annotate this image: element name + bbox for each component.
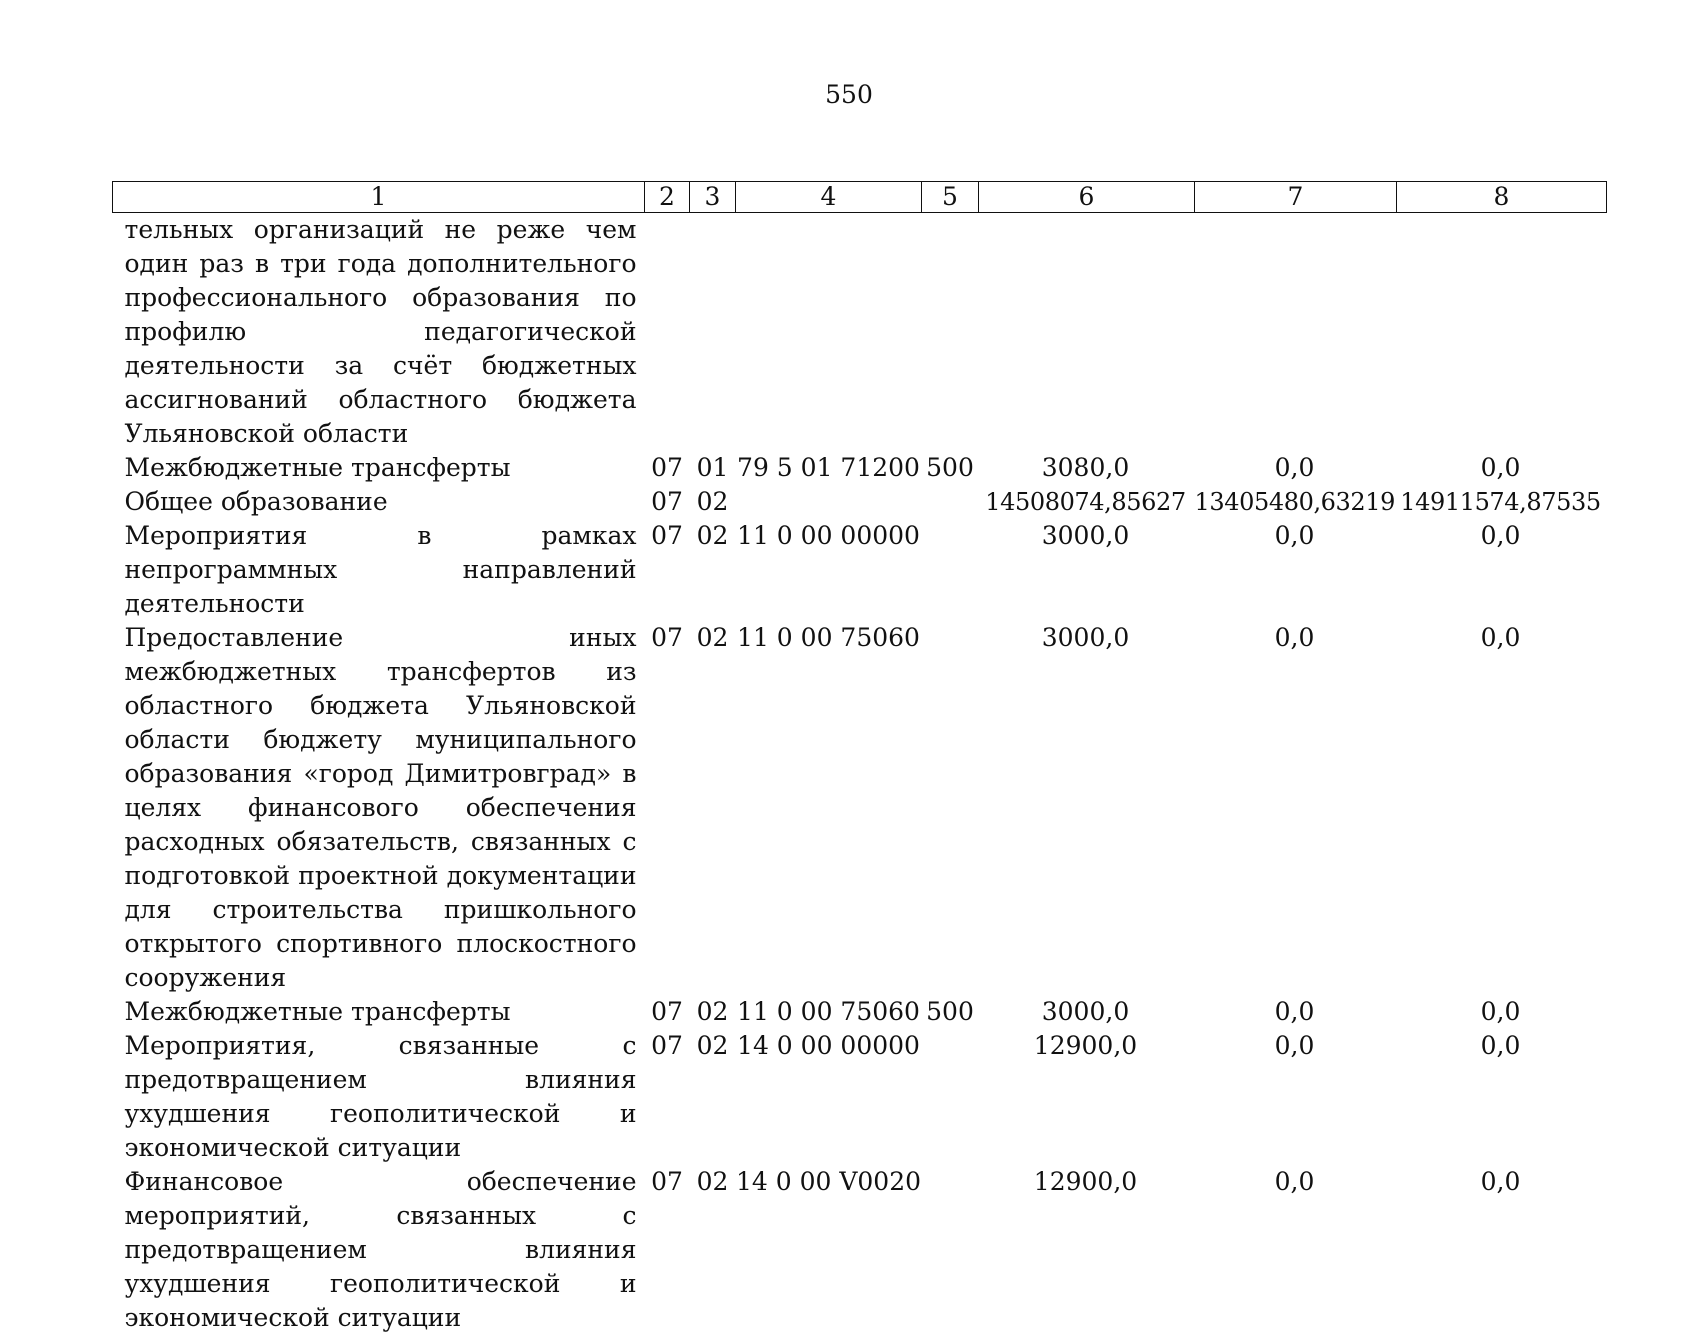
header-col-4: 4 (736, 182, 922, 213)
row-target-article: 79 5 01 71200 (736, 451, 922, 485)
row-amount-year-2 (1195, 213, 1397, 452)
table-row (113, 995, 1607, 1029)
row-target-article (736, 485, 922, 519)
row-expense-type (922, 213, 979, 452)
header-col-2: 2 (645, 182, 690, 213)
row-name: Межбюджетные трансферты (113, 451, 645, 485)
row-subsection: 02 (690, 485, 736, 519)
row-section: 07 (645, 995, 690, 1029)
row-amount-year-1: 3000,0 (979, 995, 1195, 1029)
table-row (113, 1029, 1607, 1165)
row-name: Мероприятия в рамках непрограммных направлений деятельности (113, 519, 645, 621)
row-amount-year-2: 0,0 (1195, 1165, 1397, 1335)
row-amount-year-2: 0,0 (1195, 1029, 1397, 1165)
row-name: Финансовое обеспечение мероприятий, связанных с предотвращением влияния ухудшения геополитической и экономической ситуации (113, 1165, 645, 1335)
row-amount-year-3: 0,0 (1397, 995, 1607, 1029)
row-section (645, 213, 690, 452)
row-amount-year-1: 12900,0 (979, 1165, 1195, 1335)
row-subsection: 02 (690, 995, 736, 1029)
page-number: 550 (0, 80, 1698, 109)
table-row (113, 1165, 1607, 1335)
row-subsection: 01 (690, 451, 736, 485)
row-subsection: 02 (690, 1029, 736, 1165)
row-amount-year-3: 0,0 (1397, 1029, 1607, 1165)
row-amount-year-3: 0,0 (1397, 451, 1607, 485)
row-amount-year-1: 14508074,85627 (979, 485, 1195, 519)
row-amount-year-2: 0,0 (1195, 451, 1397, 485)
row-subsection (690, 213, 736, 452)
row-subsection: 02 (690, 621, 736, 995)
row-section: 07 (645, 1029, 690, 1165)
row-amount-year-1: 3080,0 (979, 451, 1195, 485)
row-amount-year-2: 0,0 (1195, 519, 1397, 621)
row-amount-year-3: 0,0 (1397, 519, 1607, 621)
row-amount-year-1: 3000,0 (979, 621, 1195, 995)
table-row (113, 519, 1607, 621)
row-section: 07 (645, 621, 690, 995)
header-row (113, 182, 1607, 213)
table-row (113, 485, 1607, 519)
row-amount-year-2: 13405480,63219 (1195, 485, 1397, 519)
row-section: 07 (645, 451, 690, 485)
row-target-article: 11 0 00 00000 (736, 519, 922, 621)
row-name: Мероприятия, связанные с предотвращением влияния ухудшения геополитической и экономической ситуации (113, 1029, 645, 1165)
table-header (113, 182, 1607, 213)
header-col-6: 6 (979, 182, 1195, 213)
header-col-1: 1 (113, 182, 645, 213)
header-col-5: 5 (922, 182, 979, 213)
row-expense-type (922, 485, 979, 519)
row-section: 07 (645, 1165, 690, 1335)
row-target-article: 14 0 00 V0020 (736, 1165, 922, 1335)
row-expense-type (922, 621, 979, 995)
row-amount-year-2: 0,0 (1195, 995, 1397, 1029)
row-target-article: 11 0 00 75060 (736, 621, 922, 995)
row-target-article (736, 213, 922, 452)
row-name: Межбюджетные трансферты (113, 995, 645, 1029)
header-col-7: 7 (1195, 182, 1397, 213)
row-expense-type (922, 1029, 979, 1165)
row-name: Предоставление иных межбюджетных трансфертов из областного бюджета Ульяновской области бюджету муниципального образования «город Димитровград» в целях финансового обеспечения расходных обязательств, связанных с подготовкой проектной документации для строительства пришкольного открытого спортивного плоскостного сооружения (113, 621, 645, 995)
row-target-article: 14 0 00 00000 (736, 1029, 922, 1165)
row-amount-year-1 (979, 213, 1195, 452)
header-col-3: 3 (690, 182, 736, 213)
row-section: 07 (645, 519, 690, 621)
table-body (113, 213, 1607, 1335)
row-amount-year-2: 0,0 (1195, 621, 1397, 995)
row-amount-year-1: 3000,0 (979, 519, 1195, 621)
row-expense-type: 500 (922, 995, 979, 1029)
budget-table (112, 181, 1607, 1335)
row-amount-year-3: 0,0 (1397, 1165, 1607, 1335)
table-row (113, 621, 1607, 995)
row-amount-year-3: 14911574,87535 (1397, 485, 1607, 519)
row-subsection: 02 (690, 519, 736, 621)
table-row (113, 213, 1607, 452)
row-expense-type (922, 519, 979, 621)
row-amount-year-1: 12900,0 (979, 1029, 1195, 1165)
row-section: 07 (645, 485, 690, 519)
row-name: тельных организаций не реже чем один раз в три года дополнительного профессионального образования по профилю педагогической деятельности за счёт бюджетных ассигнований областного бюджета Ульяновской области (113, 213, 645, 452)
header-col-8: 8 (1397, 182, 1607, 213)
row-name: Общее образование (113, 485, 645, 519)
row-expense-type (922, 1165, 979, 1335)
row-target-article: 11 0 00 75060 (736, 995, 922, 1029)
row-amount-year-3: 0,0 (1397, 621, 1607, 995)
row-subsection: 02 (690, 1165, 736, 1335)
row-expense-type: 500 (922, 451, 979, 485)
row-amount-year-3 (1397, 213, 1607, 452)
table-row (113, 451, 1607, 485)
